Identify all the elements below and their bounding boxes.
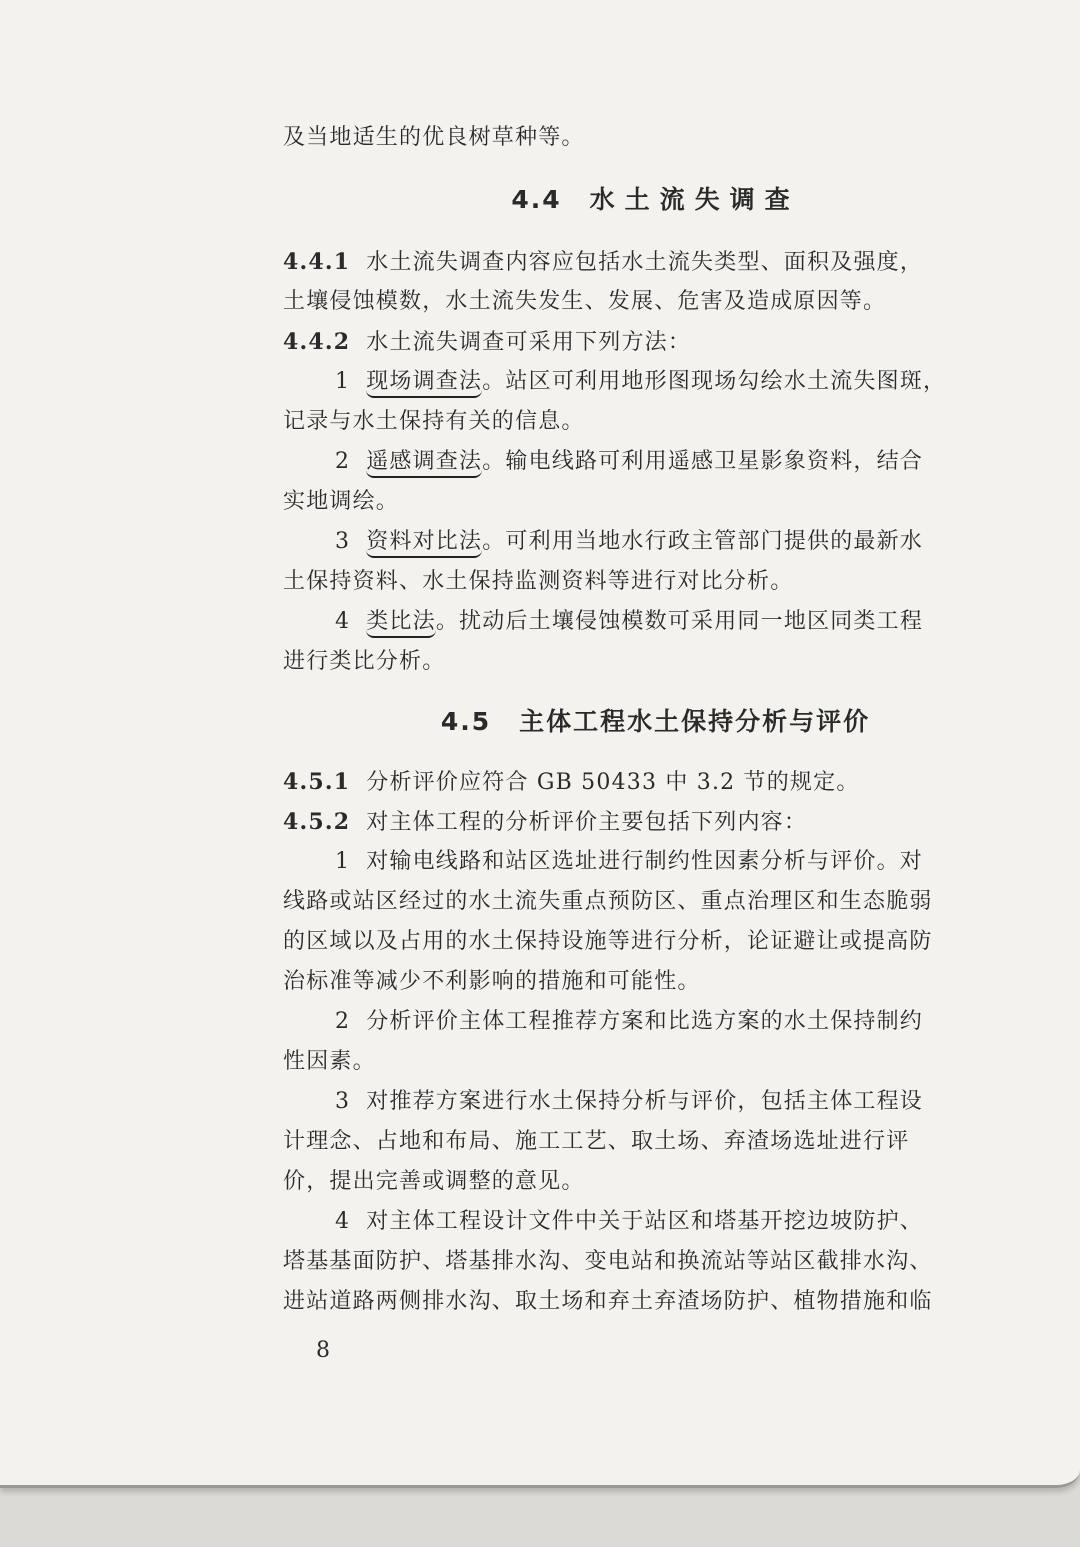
- item-text: 。站区可利用地形图现场勾绘水土流失图斑，: [482, 369, 947, 394]
- item-number: 1: [335, 369, 351, 394]
- text-line: 土壤侵蚀模数，水土流失发生、发展、危害及造成原因等。: [283, 289, 887, 314]
- analysis-item-3: [283, 1082, 1028, 1122]
- item-text: 对推荐方案进行水土保持分析与评价，包括主体工程设: [366, 1089, 924, 1114]
- clause-number: 4.4.2: [283, 329, 351, 355]
- method-term: 类比法: [366, 609, 436, 638]
- item-number: 4: [335, 1209, 351, 1234]
- clause-text: 分析评价应符合 GB 50433 中 3.2 节的规定。: [366, 770, 860, 795]
- item-number: 2: [335, 1009, 351, 1034]
- method-term: 现场调查法: [366, 369, 482, 398]
- item-number: 1: [335, 849, 351, 874]
- analysis-item-4: [283, 1202, 1028, 1242]
- text-line: 计理念、占地和布局、施工工艺、取土场、弃渣场选址进行评: [283, 1129, 910, 1154]
- method-term: 遥感调查法: [366, 449, 482, 478]
- clause-4-5-1: [283, 762, 1028, 803]
- text-line: 进站道路两侧排水沟、取土场和弃土弃渣场防护、植物措施和临: [283, 1289, 933, 1314]
- item-text: 对主体工程设计文件中关于站区和塔基开挖边坡防护、: [366, 1209, 924, 1234]
- text-line: 及当地适生的优良树草种等。: [283, 125, 585, 150]
- text-line: 的区域以及占用的水土保持设施等进行分析，论证避让或提高防: [283, 929, 933, 954]
- method-item-1: [283, 362, 1028, 402]
- text-line: 价，提出完善或调整的意见。: [283, 1169, 585, 1194]
- text-line: 治标准等减少不利影响的措施和可能性。: [283, 969, 701, 994]
- clause-text: 水土流失调查内容应包括水土流失类型、面积及强度，: [366, 250, 924, 275]
- clause-4-4-2: [283, 322, 1028, 363]
- item-number: 3: [335, 529, 351, 554]
- text-line: 土保持资料、水土保持监测资料等进行对比分析。: [283, 569, 794, 594]
- item-text: 分析评价主体工程推荐方案和比选方案的水土保持制约: [366, 1009, 924, 1034]
- item-number: 3: [335, 1089, 351, 1114]
- item-text: 。扰动后土壤侵蚀模数可采用同一地区同类工程: [435, 609, 924, 634]
- text-line: 进行类比分析。: [283, 649, 446, 674]
- item-text: 。可利用当地水行政主管部门提供的最新水: [482, 529, 924, 554]
- clause-text: 水土流失调查可采用下列方法：: [366, 330, 692, 355]
- clause-4-4-1: [283, 242, 1028, 283]
- clause-number: 4.5.1: [283, 769, 351, 795]
- text-line: 线路或站区经过的水土流失重点预防区、重点治理区和生态脆弱: [283, 889, 933, 914]
- method-item-3: [283, 522, 1028, 562]
- text-line: 性因素。: [283, 1049, 376, 1074]
- item-text: 对输电线路和站区选址进行制约性因素分析与评价。对: [366, 849, 924, 874]
- analysis-item-2: [283, 1002, 1028, 1042]
- section-title: 主体工程水土保持分析与评价: [519, 707, 871, 736]
- section-heading-4-5: [283, 702, 1028, 742]
- item-number: 2: [335, 449, 351, 474]
- clause-text: 对主体工程的分析评价主要包括下列内容：: [366, 810, 808, 835]
- text-line: 塔基基面防护、塔基排水沟、变电站和换流站等站区截排水沟、: [283, 1249, 933, 1274]
- section-number: 4.4: [511, 185, 562, 214]
- analysis-item-1: [283, 842, 1028, 882]
- clause-number: 4.4.1: [283, 249, 351, 275]
- method-term: 资料对比法: [366, 529, 482, 558]
- item-text: 。输电线路可利用遥感卫星影象资料，结合: [482, 449, 924, 474]
- section-number: 4.5: [440, 707, 492, 736]
- page-number: 8: [316, 1338, 330, 1363]
- section-title: 水土流失调查: [589, 185, 800, 214]
- text-line: 记录与水土保持有关的信息。: [283, 409, 585, 434]
- method-item-4: [283, 602, 1028, 642]
- method-item-2: [283, 442, 1028, 482]
- section-heading-4-4: [283, 180, 1028, 220]
- clause-4-5-2: [283, 802, 1028, 843]
- item-number: 4: [335, 609, 351, 634]
- clause-number: 4.5.2: [283, 809, 351, 835]
- text-line: 实地调绘。: [283, 489, 400, 514]
